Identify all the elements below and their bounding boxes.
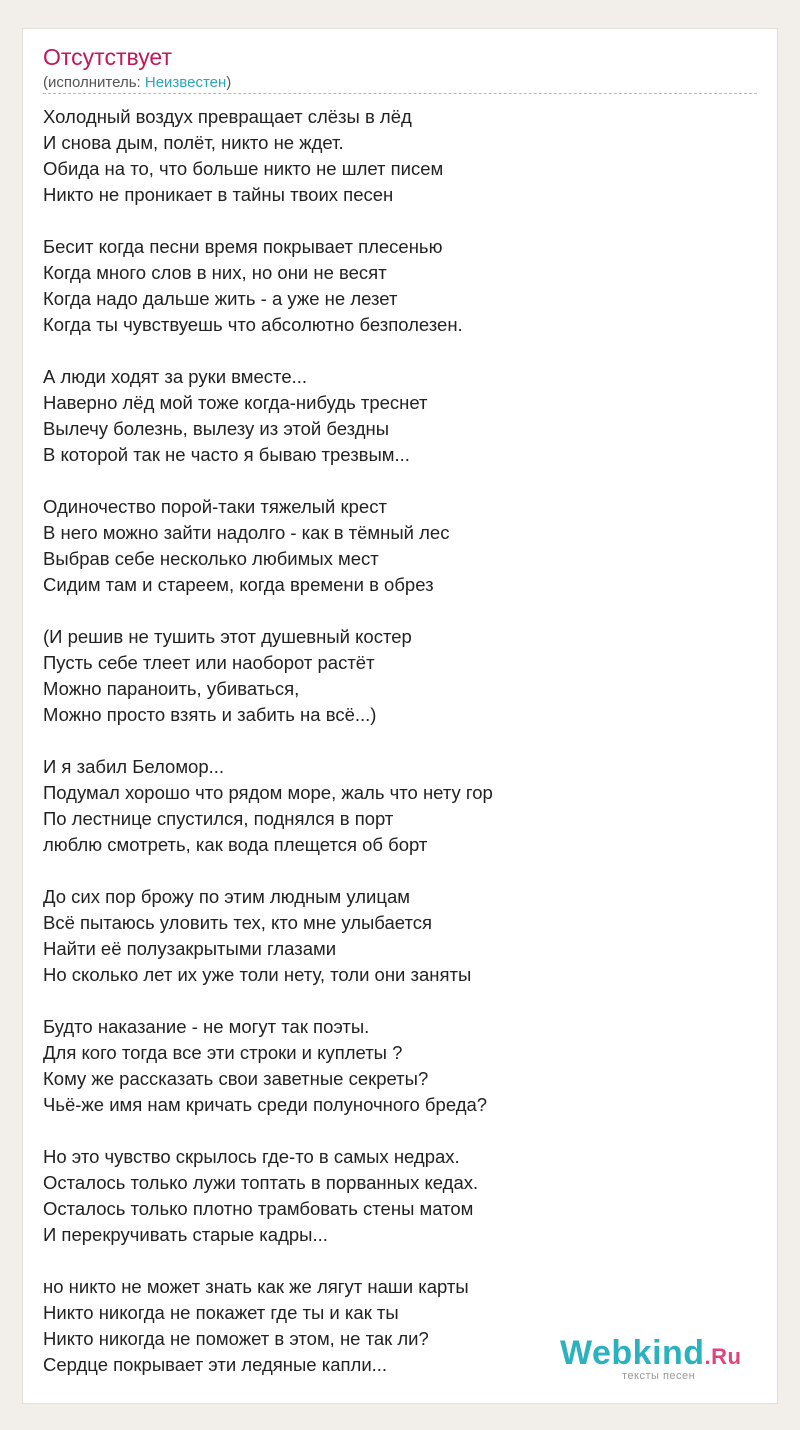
lyrics-line: Никто никогда не покажет где ты и как ты (43, 1302, 399, 1323)
lyrics-line: Всё пытаюсь уловить тех, кто мне улыбается (43, 912, 432, 933)
lyrics-stanza (43, 104, 743, 208)
lyrics-stanza (43, 884, 743, 988)
performer-suffix: ) (226, 74, 232, 91)
lyrics-line: В которой так не часто я бываю трезвым... (43, 444, 410, 465)
lyrics-line: И снова дым, полёт, никто не ждет. (43, 132, 344, 153)
lyrics-line: Можно параноить, убиваться, (43, 678, 300, 699)
lyrics-line: Когда ты чувствуешь что абсолютно безполезен. (43, 314, 463, 335)
lyrics-line: Будто наказание - не могут так поэты. (43, 1016, 370, 1037)
lyrics-line: Кому же рассказать свои заветные секреты? (43, 1068, 429, 1089)
lyrics-line: И перекручивать старые кадры... (43, 1224, 328, 1245)
lyrics-line: Осталось только лужи топтать в порванных кедах. (43, 1172, 479, 1193)
lyrics-stanza (43, 1144, 743, 1248)
lyrics-line: И я забил Беломор... (43, 756, 225, 777)
lyrics-stanza (43, 364, 743, 468)
lyrics-card (22, 28, 778, 1404)
lyrics-line: люблю смотреть, как вода плещется об борт (43, 834, 428, 855)
lyrics-line: Для кого тогда все эти строки и куплеты ? (43, 1042, 403, 1063)
lyrics-line: Холодный воздух превращает слёзы в лёд (43, 106, 412, 127)
performer-prefix: (исполнитель: (43, 74, 145, 91)
lyrics-line: Найти её полузакрытыми глазами (43, 938, 337, 959)
lyrics-stanza (43, 234, 743, 338)
lyrics-line: Выбрав себе несколько любимых мест (43, 548, 379, 569)
lyrics-line: Подумал хорошо что рядом море, жаль что нету гор (43, 782, 493, 803)
lyrics-line: А люди ходят за руки вместе... (43, 366, 308, 387)
lyrics-line: Осталось только плотно трамбовать стены матом (43, 1198, 474, 1219)
lyrics-line: До сих пор брожу по этим людным улицам (43, 886, 410, 907)
title-divider (43, 93, 757, 94)
logo-name: Webkind (560, 1334, 705, 1372)
lyrics-line: Обида на то, что больше никто не шлет писем (43, 158, 444, 179)
performer-line (43, 73, 231, 93)
lyrics-line: В него можно зайти надолго - как в тёмный лес (43, 522, 450, 543)
logo-tld: .Ru (704, 1344, 742, 1369)
lyrics-line: Бесит когда песни время покрывает плесенью (43, 236, 443, 257)
logo-tagline: тексты песен (622, 1370, 696, 1382)
lyrics-line: Чьё-же имя нам кричать среди полуночного бреда? (43, 1094, 488, 1115)
lyrics-line: но никто не может знать как же лягут наши карты (43, 1276, 469, 1297)
lyrics-line: Сидим там и стареем, когда времени в обрез (43, 574, 434, 595)
performer-link[interactable]: Неизвестен (144, 74, 227, 91)
lyrics-line: Когда много слов в них, но они не весят (43, 262, 387, 283)
song-title: Отсутствует (43, 44, 172, 70)
lyrics-line: По лестнице спустился, поднялся в порт (43, 808, 394, 829)
site-logo[interactable] (560, 1334, 760, 1384)
lyrics-text (43, 104, 743, 1404)
lyrics-line: Наверно лёд мой тоже когда-нибудь треснет (43, 392, 428, 413)
lyrics-line: Никто никогда не поможет в этом, не так ли? (43, 1328, 429, 1349)
lyrics-line: Вылечу болезнь, вылезу из этой бездны (43, 418, 390, 439)
lyrics-line: Одиночество порой-таки тяжелый крест (43, 496, 387, 517)
lyrics-line: Когда надо дальше жить - а уже не лезет (43, 288, 398, 309)
lyrics-line: Никто не проникает в тайны твоих песен (43, 184, 394, 205)
lyrics-stanza (43, 754, 743, 858)
lyrics-stanza (43, 494, 743, 598)
lyrics-line: Сердце покрывает эти ледяные капли... (43, 1354, 388, 1375)
lyrics-line: (И решив не тушить этот душевный костер (43, 626, 412, 647)
lyrics-line: Можно просто взять и забить на всё...) (43, 704, 377, 725)
lyrics-stanza (43, 624, 743, 728)
lyrics-line: Но сколько лет их уже толи нету, толи они заняты (43, 964, 472, 985)
lyrics-line: Пусть себе тлеет или наоборот растёт (43, 652, 375, 673)
lyrics-stanza (43, 1014, 743, 1118)
lyrics-line: Но это чувство скрылось где-то в самых недрах. (43, 1146, 460, 1167)
